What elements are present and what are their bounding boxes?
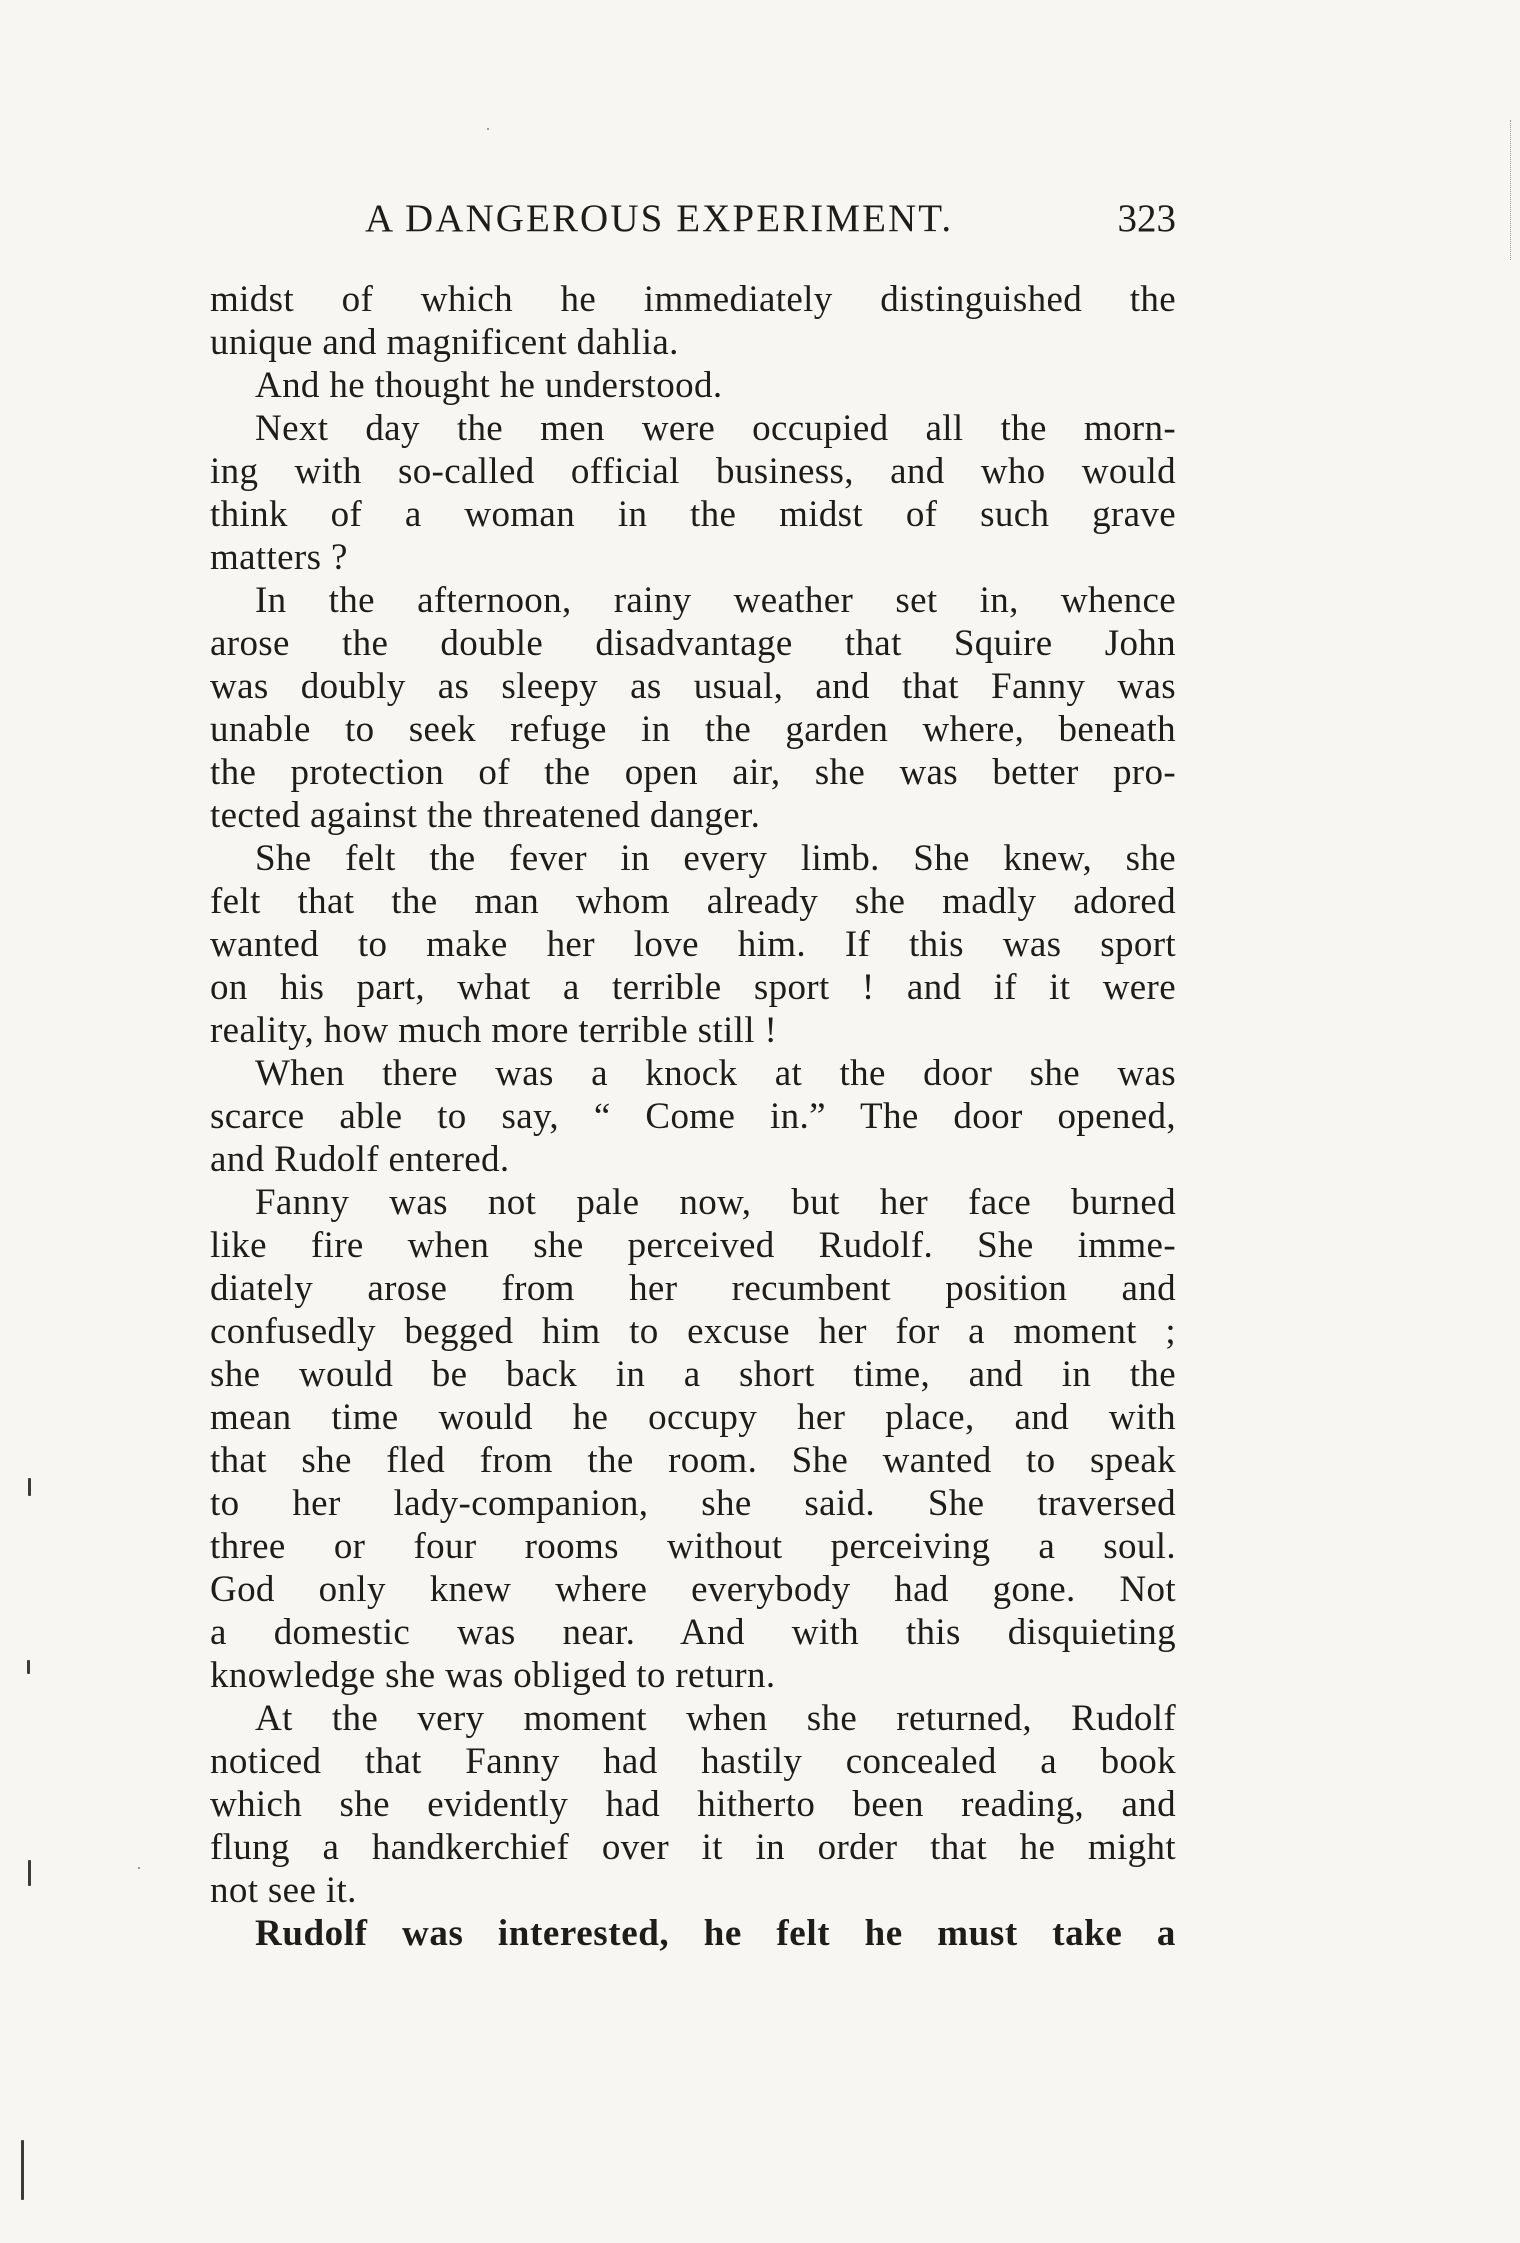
- text-line: Next day the men were occupied all the morn-: [255, 408, 1176, 449]
- text-line: to her lady-companion, she said. She traversed: [210, 1483, 1176, 1524]
- scan-margin-mark: [27, 1660, 30, 1674]
- scan-speck: [138, 1867, 140, 1869]
- text-line: she would be back in a short time, and in the: [210, 1354, 1176, 1395]
- text-line: noticed that Fanny had hastily concealed a book: [210, 1741, 1176, 1782]
- text-line: mean time would he occupy her place, and with: [210, 1397, 1176, 1438]
- scan-speck: [487, 128, 489, 130]
- text-line: matters ?: [210, 537, 348, 578]
- text-line: felt that the man whom already she madly adored: [210, 881, 1176, 922]
- text-line: on his part, what a terrible sport ! and if it were: [210, 967, 1176, 1008]
- text-line: When there was a knock at the door she was: [255, 1053, 1176, 1094]
- text-line: tected against the threatened danger.: [210, 795, 761, 836]
- text-line: the protection of the open air, she was better pro-: [210, 752, 1176, 793]
- text-line: not see it.: [210, 1870, 357, 1911]
- text-line: God only knew where everybody had gone. Not: [210, 1569, 1176, 1610]
- text-line: At the very moment when she returned, Rudolf: [255, 1698, 1176, 1739]
- running-head: [210, 190, 1176, 250]
- page-number: 323: [1117, 197, 1176, 240]
- text-line: and Rudolf entered.: [210, 1139, 510, 1180]
- running-title: A DANGEROUS EXPERIMENT.: [365, 197, 954, 240]
- scan-margin-mark: [21, 2140, 24, 2200]
- text-line: which she evidently had hitherto been reading, and: [210, 1784, 1176, 1825]
- text-line: reality, how much more terrible still !: [210, 1010, 778, 1051]
- scan-edge-marks: [1510, 120, 1513, 260]
- text-line: scarce able to say, “ Come in.” The door opened,: [210, 1096, 1176, 1137]
- text-line: Rudolf was interested, he felt he must take a: [255, 1913, 1176, 1954]
- text-line: three or four rooms without perceiving a soul.: [210, 1526, 1176, 1567]
- text-line: a domestic was near. And with this disquieting: [210, 1612, 1176, 1653]
- text-line: knowledge she was obliged to return.: [210, 1655, 776, 1696]
- text-line: unable to seek refuge in the garden where, beneath: [210, 709, 1176, 750]
- scan-margin-mark: [28, 1478, 31, 1496]
- text-line: arose the double disadvantage that Squire John: [210, 623, 1176, 664]
- text-line: midst of which he immediately distinguished the: [210, 279, 1176, 320]
- body-text: [210, 278, 1176, 1955]
- scan-margin-mark: [28, 1860, 31, 1886]
- text-line: She felt the fever in every limb. She knew, she: [255, 838, 1176, 879]
- text-line: Fanny was not pale now, but her face burned: [255, 1182, 1176, 1223]
- text-line: In the afternoon, rainy weather set in, whence: [255, 580, 1176, 621]
- text-line: think of a woman in the midst of such grave: [210, 494, 1176, 535]
- text-line: was doubly as sleepy as usual, and that Fanny was: [210, 666, 1176, 707]
- text-line: flung a handkerchief over it in order that he might: [210, 1827, 1176, 1868]
- text-line: wanted to make her love him. If this was sport: [210, 924, 1176, 965]
- text-line: confusedly begged him to excuse her for a moment ;: [210, 1311, 1176, 1352]
- text-line: that she fled from the room. She wanted to speak: [210, 1440, 1176, 1481]
- text-line: ing with so-called official business, and who would: [210, 451, 1176, 492]
- text-line: like fire when she perceived Rudolf. She imme-: [210, 1225, 1176, 1266]
- text-line: And he thought he understood.: [255, 365, 723, 406]
- text-line: diately arose from her recumbent position and: [210, 1268, 1176, 1309]
- text-line: unique and magnificent dahlia.: [210, 322, 679, 363]
